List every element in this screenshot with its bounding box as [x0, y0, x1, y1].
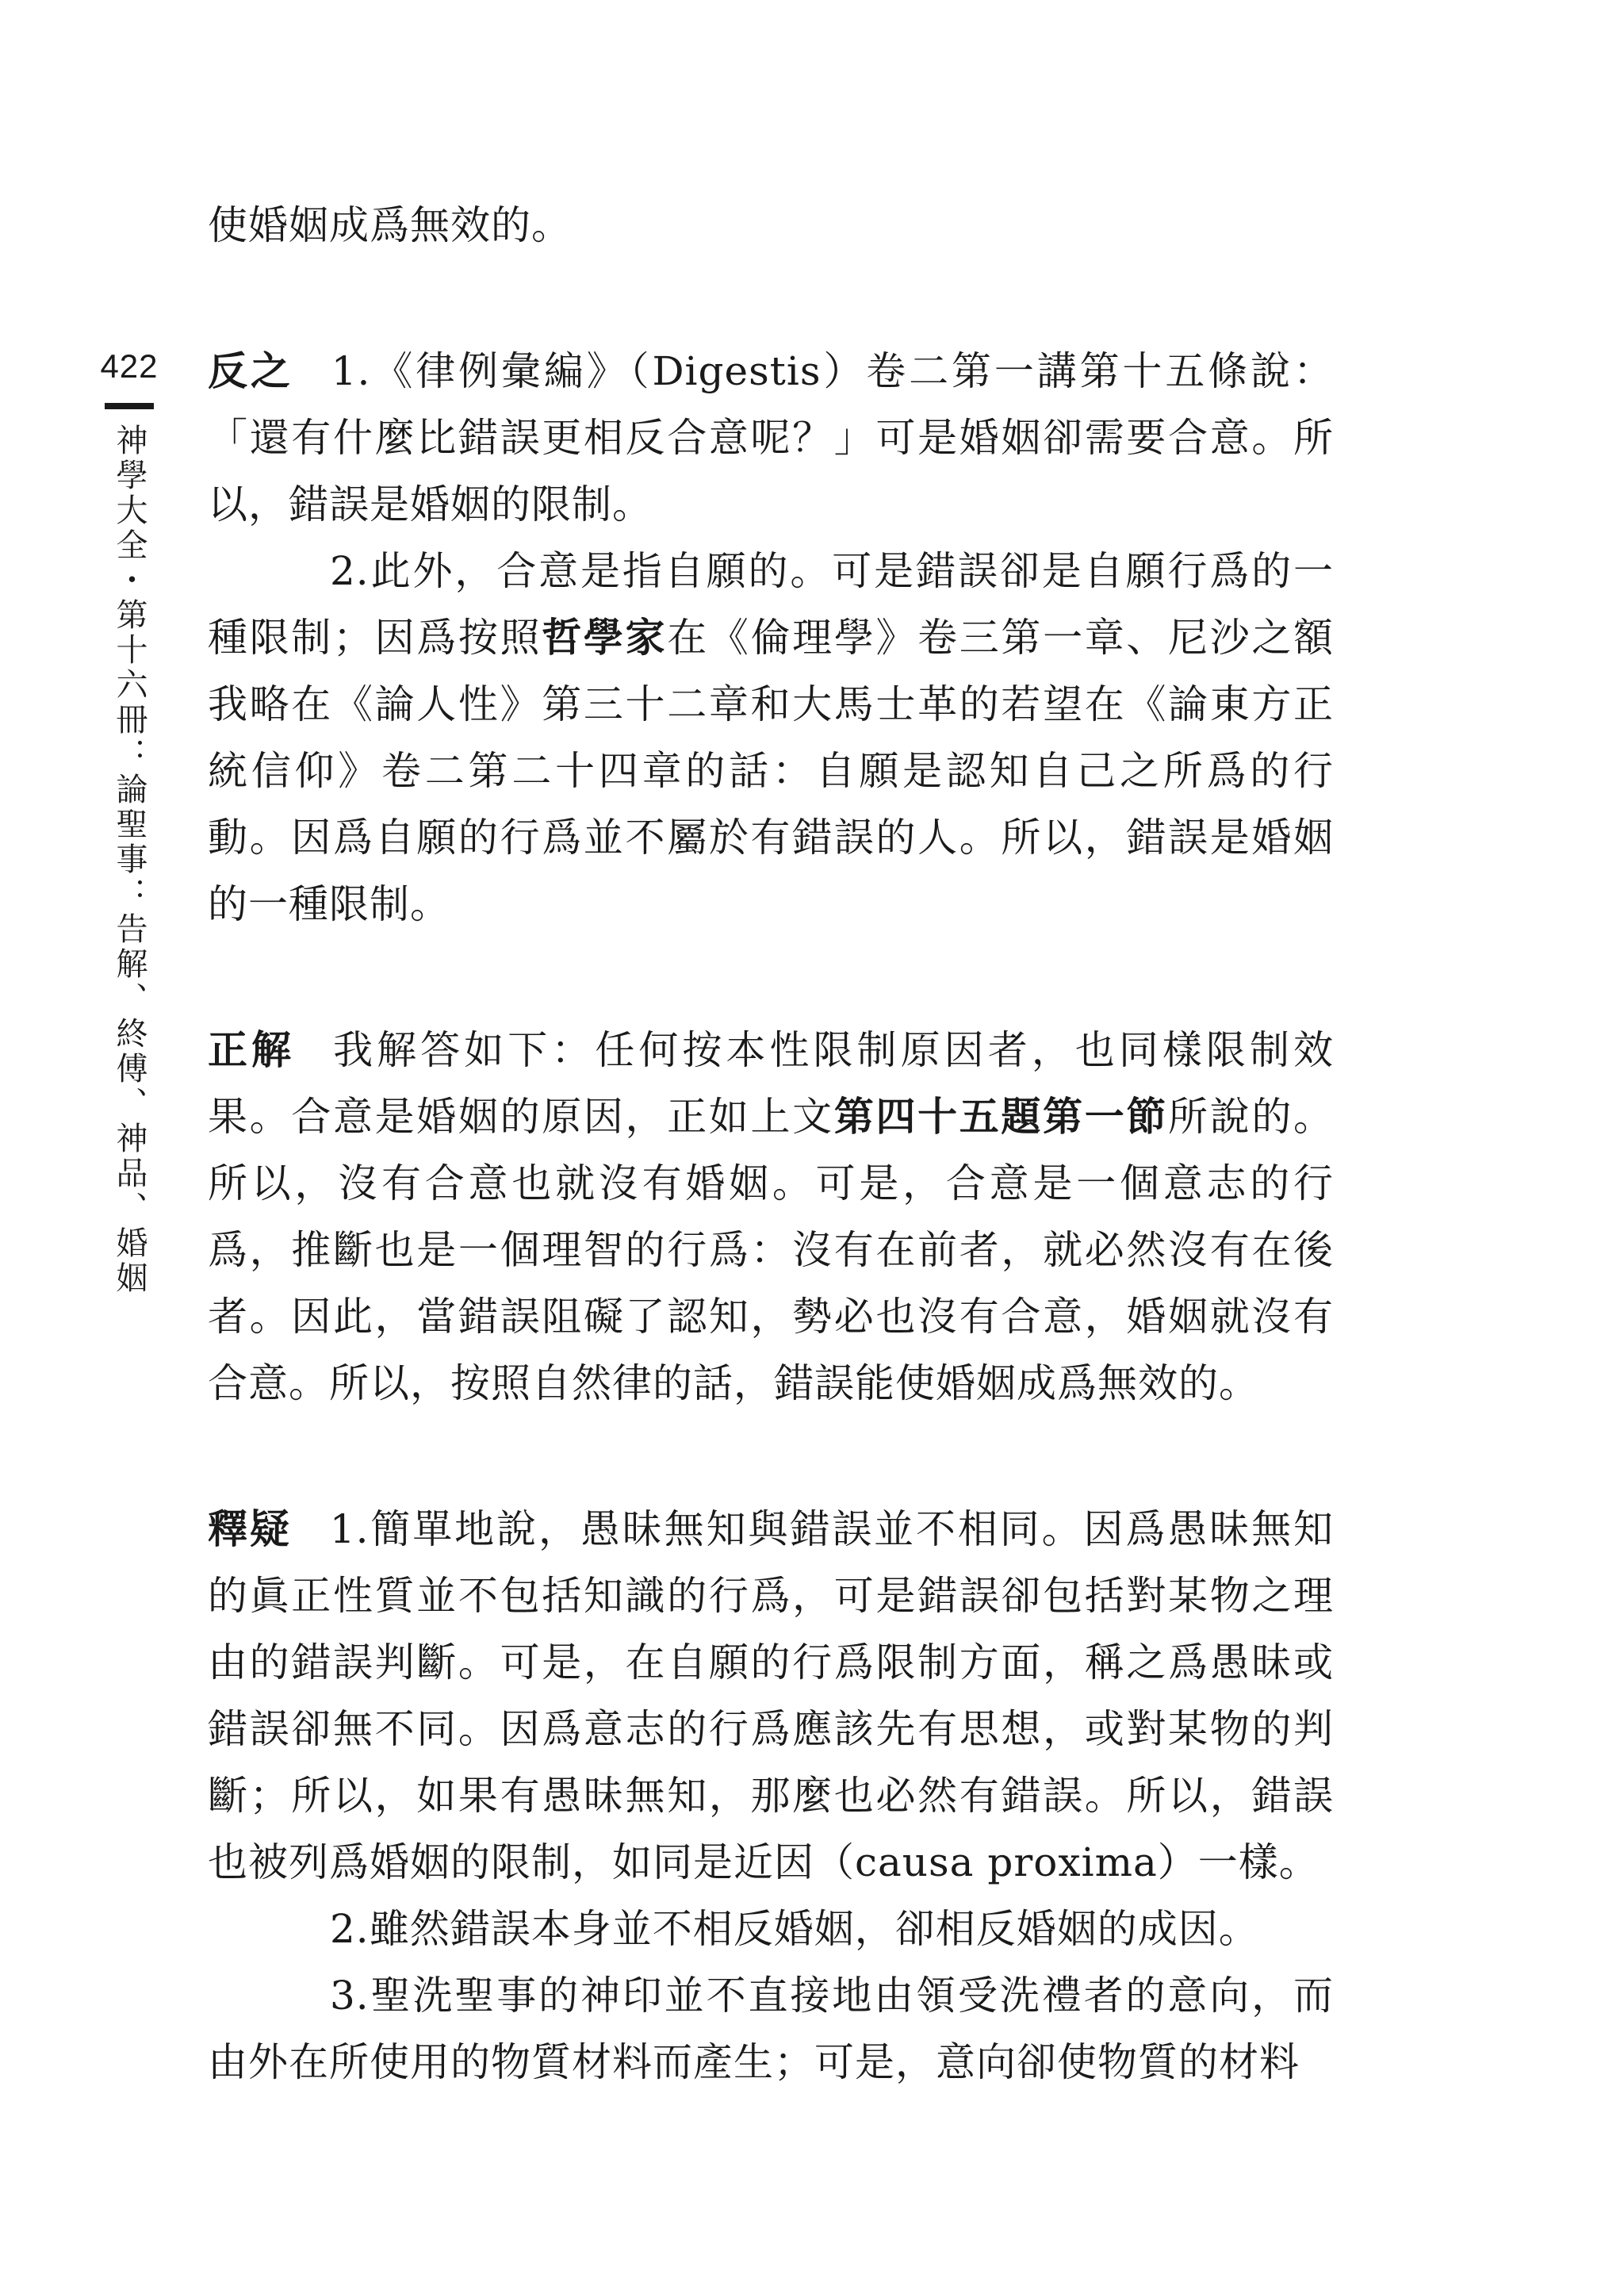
body-text: [208, 192, 1334, 2096]
answer-text-pre: 我解答如下：任何按本性限制原因者，也同樣限制效果。合意是婚姻的原因，正如上文: [208, 1027, 1335, 1140]
contra2-text-pre: 2.此外，合意是指自願的。可是錯誤卻是自願行爲的一種限制；因爲按照: [208, 548, 1334, 661]
contra2-text-post: 在《倫理學》卷三第一章、尼沙之額我略在《論人性》第三十二章和大馬士革的若望在《論東方正統信仰》卷二第二十四章的話：自願是認知自己之所爲的行動。因爲自願的行爲並不屬於有錯誤的人。所以，錯誤是婚姻的一種限制。: [208, 615, 1335, 927]
continued-paragraph: 使婚姻成爲無效的。: [208, 202, 572, 248]
page-margin: [94, 347, 165, 1299]
contra-text: 1.《律例彙編》（Digestis）卷二第一講第十五條說：「還有什麼比錯誤更相反合意呢？」可是婚姻卻需要合意。所以，錯誤是婚姻的限制。: [208, 348, 1334, 527]
answer-label: 正解: [208, 1027, 296, 1073]
reply-paragraph-1: [208, 1496, 1334, 1896]
contra-paragraph-2: [208, 538, 1334, 938]
answer-bold-reference: 第四十五題第一節: [833, 1094, 1169, 1140]
answer-paragraph: [208, 1017, 1334, 1417]
contra2-bold-term: 哲學家: [542, 615, 668, 661]
reply-label: 釋疑: [208, 1506, 292, 1552]
reply1-text: 1.簡單地說，愚昧無知與錯誤並不相同。因爲愚昧無知的眞正性質並不包括知識的行爲，可是錯誤卻包括對某物之理由的錯誤判斷。可是，在自願的行爲限制方面，稱之爲愚昧或錯誤卻無不同。因爲意志的行爲應該先有思想，或對某物的判斷；所以，如果有愚昧無知，那麼也必然有錯誤。所以，錯誤也被列爲婚姻的限制，如同是近因（causa proxima）一樣。: [208, 1506, 1334, 1885]
contra-label: 反之: [208, 348, 293, 394]
reply-paragraph-3: 3.聖洗聖事的神印並不直接地由領受洗禮者的意向，而由外在所使用的物質材料而產生；可是，意向卻使物質的材料: [208, 1973, 1334, 2085]
margin-rule: [105, 403, 154, 409]
answer-text-post: 所說的。所以，沒有合意也就沒有婚姻。可是，合意是一個意志的行爲，推斷也是一個理智的行爲：沒有在前者，就必然沒有在後者。因此，當錯誤阻礙了認知，勢必也沒有合意，婚姻就沒有合意。所以，按照自然律的話，錯誤能使婚姻成爲無效的。: [208, 1094, 1335, 1406]
running-title: 神學大全・第十六冊：論聖事：告解、終傅、神品、婚姻: [111, 424, 147, 1296]
contra-paragraph: [208, 338, 1334, 538]
page-number: 422: [100, 347, 159, 385]
reply-paragraph-2: 2.雖然錯誤本身並不相反婚姻，卻相反婚姻的成因。: [330, 1906, 1259, 1952]
